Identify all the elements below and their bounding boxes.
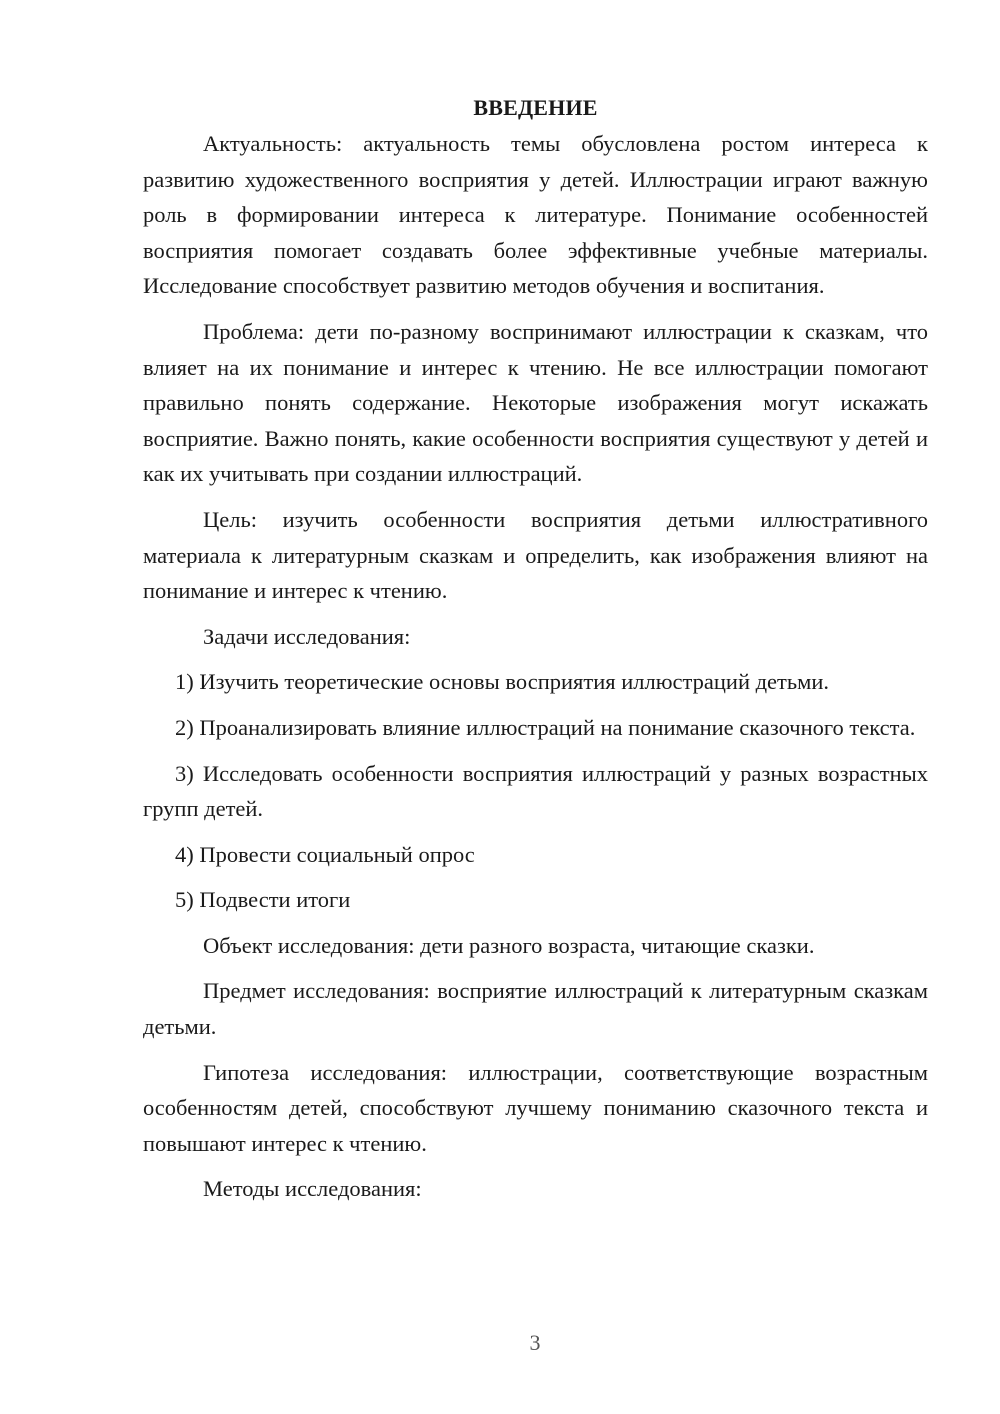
paragraph-relevance: Актуальность: актуальность темы обусловлена ростом интереса к развитию художественного восприятия у детей. Иллюстрации играют важную роль в формировании интереса к литературе. Понимание особенностей восприятия помогает создавать более эффективные учебные материалы. Исследование способствует развитию методов обучения и воспитания. <box>143 131 928 299</box>
paragraph-problem: Проблема: дети по-разному воспринимают иллюстрации к сказкам, что влияет на их понимание и интерес к чтению. Не все иллюстрации помогают правильно понять содержание. Некоторые изображения могут искажать восприятие. Важно понять, какие особенности восприятия существуют у детей и как их учитывать при создании иллюстраций. <box>143 318 928 487</box>
task-item-2: 2) Проанализировать влияние иллюстраций на понимание сказочного текста. <box>175 714 916 740</box>
paragraph-object: Объект исследования: дети разного возраста, читающие сказки. <box>203 932 815 958</box>
page-number: 3 <box>529 1330 541 1355</box>
tasks-heading: Задачи исследования: <box>203 623 411 649</box>
document-page <box>143 90 928 1207</box>
paragraph-hypothesis: Гипотеза исследования: иллюстрации, соответствующие возрастным особенностям детей, способствуют лучшему пониманию сказочного текста и повышают интерес к чтению. <box>143 1059 928 1156</box>
task-item-4: 4) Провести социальный опрос <box>175 841 475 867</box>
page-title: ВВЕДЕНИЕ <box>473 95 598 120</box>
task-item-3: 3) Исследовать особенности восприятия иллюстраций у разных возрастных групп детей. <box>143 760 928 822</box>
title-wrap <box>143 90 928 126</box>
task-item-1: 1) Изучить теоретические основы восприятия иллюстраций детьми. <box>175 669 830 695</box>
paragraph-subject: Предмет исследования: восприятие иллюстраций к литературным сказкам детьми. <box>143 978 928 1040</box>
task-item-5: 5) Подвести итоги <box>175 887 351 913</box>
paragraph-goal: Цель: изучить особенности восприятия детьми иллюстративного материала к литературным сказкам и определить, как изображения влияют на понимание и интерес к чтению. <box>143 506 928 604</box>
methods-heading: Методы исследования: <box>203 1176 422 1202</box>
